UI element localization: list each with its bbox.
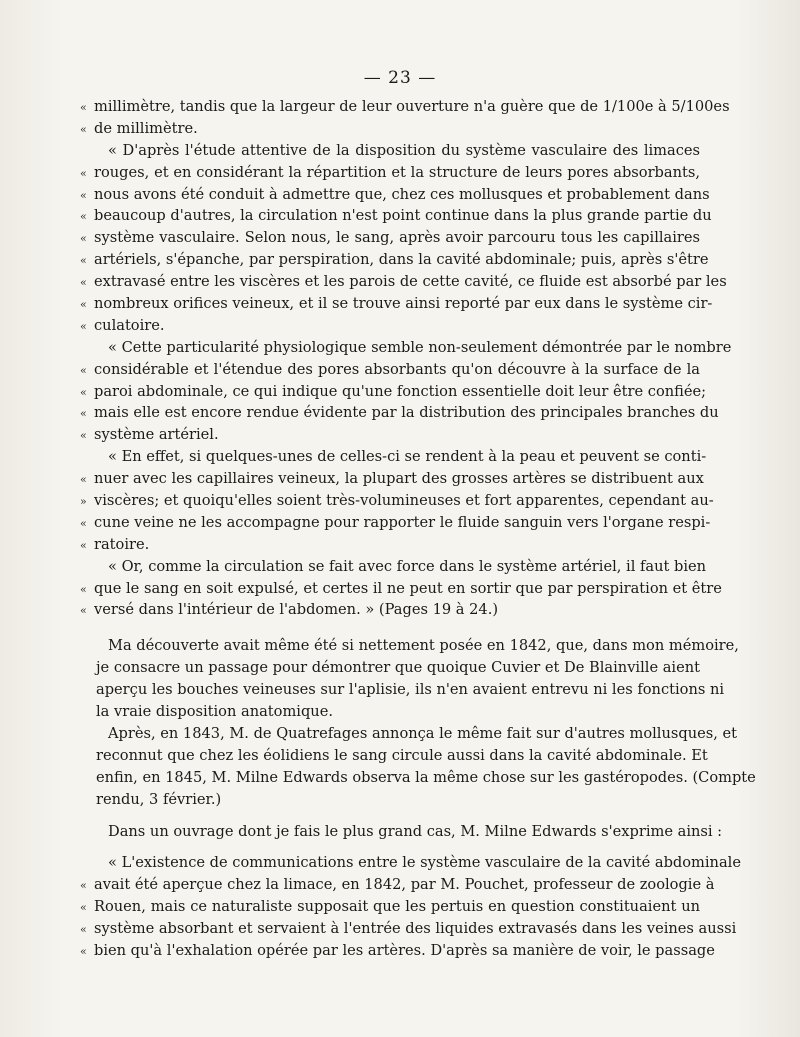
paragraph	[96, 723, 756, 811]
text-line: « nous avons été conduit à admettre que, chez ces mollusques et probablement dans	[96, 184, 700, 206]
text-line: « ratoire.	[96, 534, 700, 556]
quote-mark: «	[80, 210, 87, 224]
text-line: « avait été aperçue chez la limace, en 1842, par M. Pouchet, professeur de zoologie à	[96, 874, 700, 896]
text-line: « mais elle est encore rendue évidente par la distribution des principales branches du	[96, 402, 700, 424]
quote-mark: «	[80, 901, 87, 915]
quote-mark: «	[80, 473, 87, 487]
paragraph	[80, 556, 722, 622]
quote-mark: «	[80, 188, 87, 202]
text-line: « D'après l'étude attentive de la disposition du système vasculaire des limaces	[108, 141, 700, 159]
quote-mark: «	[108, 854, 117, 872]
page-number: — 23 —	[363, 68, 437, 88]
paragraph	[96, 635, 739, 723]
quote-mark: «	[80, 232, 87, 246]
paragraph	[80, 96, 730, 140]
text-line: « nombreux orifices veineux, et il se trouve ainsi reporté par eux dans le système cir-	[96, 293, 700, 315]
paragraph	[80, 852, 741, 961]
paragraph	[80, 140, 727, 337]
quote-mark: «	[80, 385, 87, 399]
quote-mark: «	[80, 582, 87, 596]
text-line: « artériels, s'épanche, par perspiration, dans la cavité abdominale; puis, après s'être	[96, 249, 700, 271]
text-line: « système vasculaire. Selon nous, le sang, après avoir parcouru tous les capillaires	[96, 227, 700, 249]
text-line: Ma découverte avait même été si nettement posée en 1842, que, dans mon mémoire,	[108, 637, 739, 655]
quote-mark: «	[80, 944, 87, 958]
text-line: « millimètre, tandis que la largeur de leur ouverture n'a guère que de 1/100e à 5/100es	[96, 96, 700, 118]
page-text	[80, 96, 756, 962]
quote-mark: «	[80, 407, 87, 421]
text-line: « de millimètre.	[96, 118, 700, 140]
quote-mark: «	[80, 923, 87, 937]
quote-mark: «	[80, 516, 87, 530]
text-line: « En effet, si quelques-unes de celles-ci se rendent à la peau et peuvent se conti-	[108, 448, 707, 466]
text-line: « nuer avec les capillaires veineux, la plupart des grosses artères se distribuent aux	[96, 468, 700, 490]
quote-mark: «	[108, 338, 117, 356]
quote-mark: «	[80, 101, 87, 114]
text-line: « beaucoup d'autres, la circulation n'est point continue dans la plus grande partie du	[96, 205, 700, 227]
quote-mark: «	[80, 363, 87, 377]
text-line: « extravasé entre les viscères et les parois de cette cavité, ce fluide est absorbé par les	[96, 271, 700, 293]
text-line: Après, en 1843, M. de Quatrefages annonça le même fait sur d'autres mollusques, et	[108, 724, 737, 742]
text-line: » viscères; et quoiqu'elles soient très-volumineuses et fort apparentes, cependant au-	[96, 490, 700, 512]
quote-mark: «	[108, 141, 117, 159]
quote-mark: «	[80, 166, 87, 180]
quote-mark: «	[80, 429, 87, 443]
quote-mark: «	[80, 276, 87, 290]
quote-mark: «	[80, 122, 87, 136]
text-line: « Rouen, mais ce naturaliste supposait que les pertuis en question constituaient un	[96, 896, 700, 918]
text-line: « rouges, et en considérant la répartition et la structure de leurs pores absorbants,	[96, 162, 700, 184]
text-line: « Or, comme la circulation se fait avec force dans le système artériel, il faut bien	[108, 557, 707, 575]
text-line: « système absorbant et servaient à l'entrée des liquides extravasés dans les veines aussi	[96, 918, 700, 940]
text-line: « Cette particularité physiologique semble non-seulement démontrée par le nombre	[108, 338, 732, 356]
text-line: aperçu les bouches veineuses sur l'aplisie, ils n'en avaient entrevu ni les fonctions ni	[96, 681, 725, 699]
quote-mark: «	[80, 319, 87, 333]
text-line: je consacre un passage pour démontrer que quoique Cuvier et De Blainville aient	[96, 659, 700, 677]
paragraph	[80, 446, 714, 555]
text-line: enfin, en 1845, M. Milne Edwards observa la même chose sur les gastéropodes. (Compte	[96, 768, 756, 786]
text-line: « culatoire.	[96, 315, 700, 337]
paragraph	[96, 821, 723, 843]
text-line: Dans un ouvrage dont je fais le plus grand cas, M. Milne Edwards s'exprime ainsi :	[108, 822, 723, 840]
quote-mark: «	[108, 448, 117, 466]
text-line: « paroi abdominale, ce qui indique qu'une fonction essentielle doit leur être confiée;	[96, 381, 700, 403]
quote-mark: «	[80, 538, 87, 552]
text-line: « versé dans l'intérieur de l'abdomen. » (Pages 19 à 24.)	[96, 599, 700, 621]
text-line: « que le sang en soit expulsé, et certes il ne peut en sortir que par perspiration et être	[96, 578, 700, 600]
text-line: « L'existence de communications entre le système vasculaire de la cavité abdominale	[108, 854, 741, 872]
quote-mark: «	[108, 557, 117, 575]
text-line: « système artériel.	[96, 424, 700, 446]
quote-mark: «	[80, 254, 87, 268]
text-line: « bien qu'à l'exhalation opérée par les artères. D'après sa manière de voir, le passage	[96, 940, 700, 962]
text-line: reconnut que chez les éolidiens le sang circule aussi dans la cavité abdominale. Et	[96, 746, 708, 764]
text-line: la vraie disposition anatomique.	[96, 703, 333, 721]
quote-mark: »	[80, 495, 87, 509]
text-line: « considérable et l'étendue des pores absorbants qu'on découvre à la surface de la	[96, 359, 700, 381]
text-line: « cune veine ne les accompagne pour rapporter le fluide sanguin vers l'organe respi-	[96, 512, 700, 534]
quote-mark: «	[80, 879, 87, 893]
quote-mark: «	[80, 604, 87, 618]
paragraph	[80, 337, 732, 446]
quote-mark: «	[80, 298, 87, 312]
text-line: rendu, 3 février.)	[96, 790, 222, 808]
